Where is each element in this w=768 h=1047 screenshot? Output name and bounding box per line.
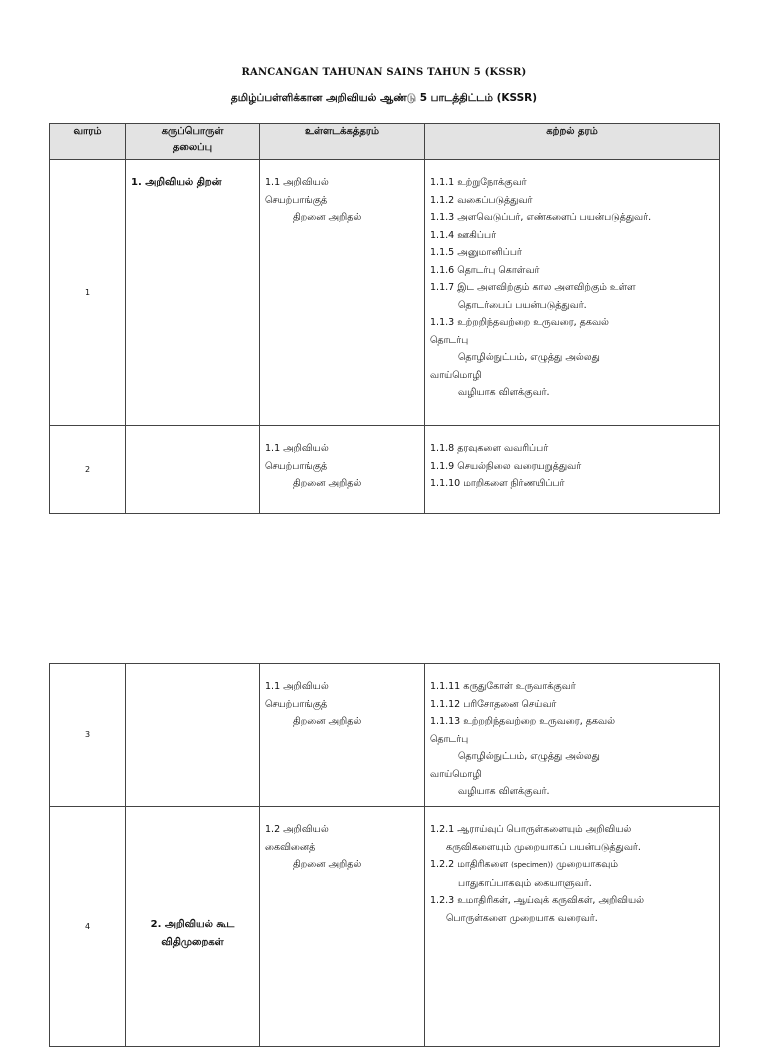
learning-standard-list — [425, 807, 719, 927]
learning-standard-list — [425, 664, 719, 801]
topic-title-line1: 2. அறிவியல் கூட — [150, 919, 235, 930]
week-number: 4 — [50, 807, 126, 1047]
list-item: 1.1.7 இட அளவிற்கும் கால அளவிற்கும் உள்ள — [430, 282, 636, 293]
list-item: 1.1.13 உற்றறிந்தவற்றை உருவரை, தகவல் — [430, 716, 615, 727]
header-learning-standard: கற்றல் தரம் — [425, 124, 720, 160]
topic-cell — [126, 807, 260, 1047]
list-item: 1.1.9 செயல்நிலை வரையறுத்துவர் — [430, 460, 582, 472]
table-row — [50, 426, 720, 514]
learning-standard-list — [425, 160, 719, 402]
content-standard-cell — [260, 160, 425, 426]
content-line: செயற்பாங்குத் — [265, 194, 328, 206]
learning-standard-cell — [425, 664, 720, 807]
learning-standard-cell — [425, 426, 720, 514]
content-standard — [260, 426, 424, 493]
list-item: 1.1.5 அனுமானிப்பர் — [430, 247, 522, 258]
list-item: 1.1.4 ஊகிப்பர் — [430, 229, 497, 241]
content-standard — [260, 807, 424, 874]
content-line: செயற்பாங்குத் — [265, 460, 328, 472]
list-item: 1.1.10 மாறிகளை நிர்ணயிப்பர் — [430, 478, 565, 489]
topic-title-line2: விதிமுறைகள் — [161, 936, 224, 948]
week-number: 1 — [50, 160, 126, 426]
plan-table-2 — [49, 663, 720, 1047]
list-item: 1.1.12 பரிசோதனை செய்வர் — [430, 698, 557, 710]
list-item: தொடர்பு — [430, 733, 469, 745]
learning-standard-cell — [425, 160, 720, 426]
content-line: திறனை அறிதல் — [293, 716, 362, 727]
content-line: செயற்பாங்குத் — [265, 698, 328, 710]
list-item: 1.2.3 உமாதிரிகள், ஆய்வுக் கருவிகள், அறிவியல் — [430, 895, 645, 906]
document-title: RANCANGAN TAHUNAN SAINS TAHUN 5 (KSSR) — [241, 67, 527, 78]
topic-title — [126, 902, 259, 951]
list-item: 1.1.11 கருதுகோள் உருவாக்குவர் — [430, 681, 576, 692]
topic-cell — [126, 664, 260, 807]
week-number: 2 — [50, 426, 126, 514]
content-line: 1.1 அறிவியல் — [265, 443, 329, 454]
learning-standard-cell — [425, 807, 720, 1047]
header-content-standard: உள்ளடக்கத்தரம் — [260, 124, 425, 160]
list-item: வழியாக விளக்குவர். — [458, 387, 550, 398]
header-topic-line2: தலைப்பு — [172, 142, 213, 153]
content-standard — [260, 664, 424, 731]
topic-title: 1. அறிவியல் திறன் — [131, 177, 222, 188]
list-item: 1.1.3 உற்றறிந்தவற்றை உருவரை, தகவல் — [430, 317, 609, 328]
content-standard — [260, 160, 424, 227]
topic-cell — [126, 160, 260, 426]
list-item-text: முறையாகவும் — [556, 859, 619, 870]
list-item: கருவிகளையும் முறையாகப் பயன்படுத்துவர். — [446, 841, 641, 853]
content-standard-cell — [260, 807, 425, 1047]
list-item: 1.1.8 தரவுகளை வவரிப்பர் — [430, 443, 549, 454]
list-item: தொடர்பைப் பயன்படுத்துவர். — [458, 299, 587, 311]
list-item: 1.1.3 அளவெடுப்பர், எண்களைப் பயன்படுத்துவர். — [430, 212, 652, 223]
list-item: வாய்மொழி — [430, 768, 482, 780]
list-item: 1.1.1 உற்றுநோக்குவர் — [430, 177, 527, 188]
list-item-text: (specimen)) — [511, 861, 554, 869]
header-topic-line1: கருப்பொருள் — [161, 126, 224, 137]
list-item: பொருள்களை முறையாக வரைவர். — [446, 912, 598, 924]
list-item: 1.1.2 வகைப்படுத்துவர் — [430, 194, 533, 206]
list-item: வழியாக விளக்குவர். — [458, 786, 550, 797]
document-subtitle: தமிழ்ப்பள்ளிக்கான அறிவியல் ஆண்டு 5 பாடத்திட்டம் (KSSR) — [230, 92, 538, 104]
list-item: வாய்மொழி — [430, 369, 482, 381]
content-line: திறனை அறிதல் — [293, 859, 362, 870]
content-line: திறனை அறிதல் — [293, 478, 362, 489]
list-item: தொழில்நுட்பம், எழுத்து அல்லது — [458, 352, 600, 363]
header-topic — [126, 124, 260, 160]
content-line: 1.2 அறிவியல் — [265, 824, 329, 835]
header-row — [50, 124, 720, 160]
content-line: 1.1 அறிவியல் — [265, 177, 329, 188]
content-line: 1.1 அறிவியல் — [265, 681, 329, 692]
content-line: திறனை அறிதல் — [293, 212, 362, 223]
week-number: 3 — [50, 664, 126, 807]
list-item: தொழில்நுட்பம், எழுத்து அல்லது — [458, 751, 600, 762]
topic-cell — [126, 426, 260, 514]
table-row — [50, 664, 720, 807]
list-item: தொடர்பு — [430, 334, 469, 346]
header-week: வாரம் — [50, 124, 126, 160]
list-item: 1.2.1 ஆராய்வுப் பொருள்களையும் அறிவியல் — [430, 824, 632, 835]
plan-table-1 — [49, 123, 720, 514]
list-item — [430, 856, 713, 875]
content-line: கைவினைத் — [265, 841, 316, 853]
learning-standard-list — [425, 426, 719, 493]
list-item: பாதுகாப்பாகவும் கையாளுவர். — [458, 877, 592, 889]
list-item: 1.1.6 தொடர்பு கொள்வர் — [430, 264, 540, 276]
list-item-text: 1.2.2 மாதிரிகளை — [430, 859, 509, 870]
table-row — [50, 160, 720, 426]
table-row — [50, 807, 720, 1047]
content-standard-cell — [260, 664, 425, 807]
content-standard-cell — [260, 426, 425, 514]
